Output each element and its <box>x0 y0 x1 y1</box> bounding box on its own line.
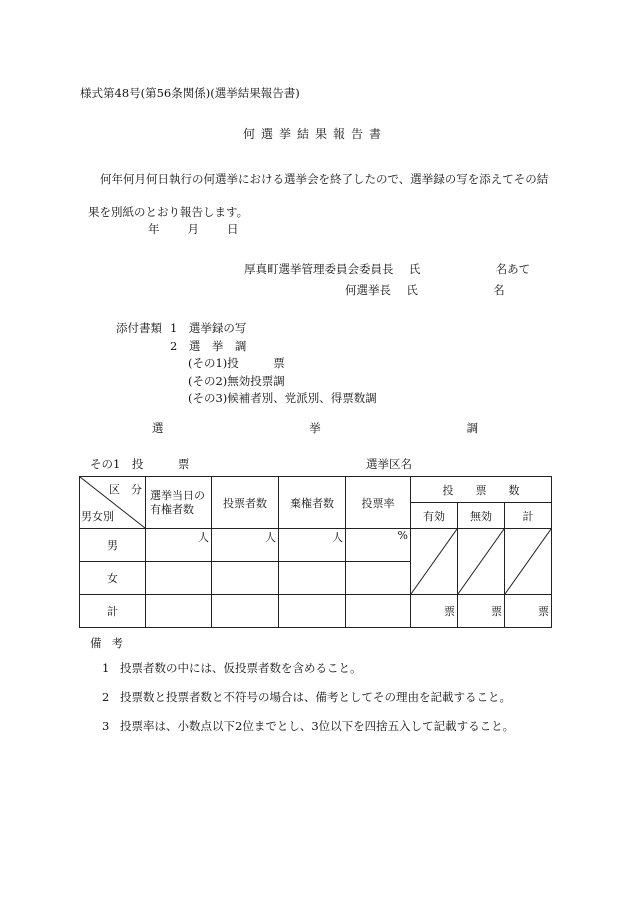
corner-bottom-label: 男女別 <box>81 510 114 523</box>
header-abstain: 棄権者数 <box>279 477 346 529</box>
attachment-item: (その1)投 票 <box>188 356 285 370</box>
district-name-label: 選挙区名 <box>366 457 412 471</box>
date-month: 月 <box>187 222 199 236</box>
cell-unit: 人 <box>146 529 212 562</box>
slash-cell <box>411 529 458 595</box>
sender-line-2 <box>345 282 505 298</box>
header-vote-count: 投 票 数 <box>411 477 552 503</box>
slash-cell <box>505 529 552 595</box>
date-line <box>148 221 239 237</box>
header-total: 計 <box>505 503 552 529</box>
slash-cell <box>458 529 505 595</box>
attachments-list <box>170 320 377 408</box>
row-female-label: 女 <box>80 562 146 595</box>
table-corner <box>80 477 146 529</box>
header-valid: 有効 <box>411 503 458 529</box>
attachment-item: (その2)無効投票調 <box>188 373 285 388</box>
attachments-label: 添付書類 <box>116 321 162 335</box>
election-chief: 何選挙長 <box>345 283 391 297</box>
cell-vote-unit: 票 <box>458 595 505 628</box>
document-title: 何選挙結果報告書 <box>242 127 387 141</box>
attachment-item: 2 選 挙 調 <box>170 338 247 353</box>
note-item: 1 投票者数の中には、仮投票者数を含めること。 <box>102 661 362 675</box>
header-eligible: 選挙当日の有権者数 <box>146 477 212 529</box>
row-total-label: 計 <box>80 595 146 628</box>
attachment-item: (その3)候補者別、党派別、得票数調 <box>188 391 377 405</box>
row-male-label: 男 <box>80 529 146 562</box>
date-year: 年 <box>148 222 160 236</box>
header-invalid: 無効 <box>458 503 505 529</box>
cell-vote-unit: 票 <box>505 595 552 628</box>
cell-unit: 人 <box>212 529 279 562</box>
notes-heading: 備考 <box>90 636 133 650</box>
sender-line-1 <box>244 261 530 277</box>
addressee: 名あて <box>495 262 531 276</box>
subheading-vote: その1 投 票 <box>90 457 190 471</box>
body-paragraph: 何年何月何日執行の何選挙における選挙会を終了したので、選挙録の写を添えてその結果を別紙のとおり報告します。 <box>88 172 549 219</box>
attachment-item: 1 選挙録の写 <box>170 321 247 335</box>
header-turnout: 投票率 <box>346 477 411 529</box>
corner-top-label: 区 分 <box>109 483 142 496</box>
schedule-title: 選 挙 調 <box>151 421 479 435</box>
cell-unit: % <box>346 529 411 562</box>
date-day: 日 <box>227 222 239 236</box>
chief-name: 名 <box>493 283 505 297</box>
note-item: 3 投票率は、小数点以下2位までとし、3位以下を四捨五入して記載すること。 <box>102 719 515 733</box>
cell-vote-unit: 票 <box>411 595 458 628</box>
sender-honorific: 氏 <box>408 262 421 276</box>
vote-table <box>79 476 552 628</box>
note-item: 2 投票数と投票者数と不符号の場合は、備考としてその理由を記載すること。 <box>102 690 511 704</box>
chief-honorific: 氏 <box>406 283 418 297</box>
cell-unit: 人 <box>279 529 346 562</box>
header-voters: 投票者数 <box>212 477 279 529</box>
sender-org: 厚真町選挙管理委員会委員長 <box>244 262 394 276</box>
form-number: 様式第48号(第56条関係)(選挙結果報告書) <box>80 86 300 100</box>
